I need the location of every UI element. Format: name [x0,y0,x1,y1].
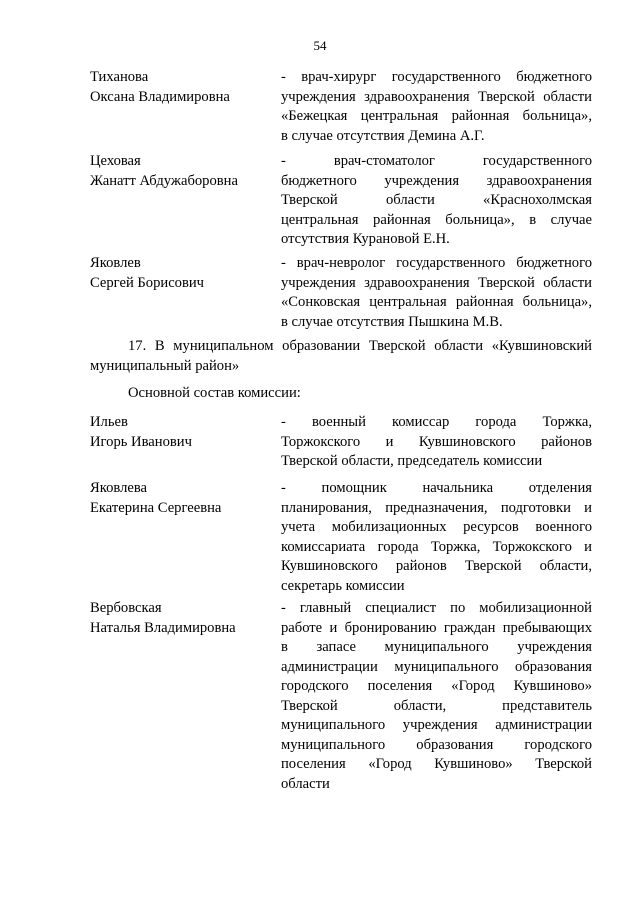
role-line: - врач-стоматолог государственного [281,153,592,169]
role-line: «Бежецкая центральная районная больница», [281,108,592,124]
role-line: комиссариата города Торжка, Торжокского и [281,538,592,555]
page-number: 54 [313,38,327,53]
member-name [90,68,270,107]
member-role [281,413,592,472]
member-surname: Цеховая [90,153,141,169]
role-line: администрации муниципального образования [281,658,592,675]
member-given-name: Наталья Владимировна [90,619,236,636]
role-line: Тверской области, представитель [281,697,592,714]
role-line: муниципального образования городского [281,736,592,753]
role-line: отсутствия Курановой Е.Н. [281,231,450,247]
member-given-name: Оксана Владимировна [90,88,230,105]
role-line: Кувшиновского районов Тверской области, [281,558,592,574]
member-given-name: Игорь Иванович [90,433,192,450]
role-line: секретарь комиссии [281,577,405,594]
role-line: работе и бронированию граждан пребывающих [281,619,592,636]
role-line: бюджетного учреждения здравоохранения [281,172,592,189]
member-surname: Яковлева [90,480,148,496]
subheading: Основной состав комиссии: [128,385,301,401]
role-line: Тверской области, председатель комиссии [281,453,543,469]
member-given-name: Жанатт Абдужаборовна [90,172,238,189]
role-line: центральная районная больница», в случае [281,211,592,228]
member-name [90,413,270,452]
member-role [281,68,592,146]
member-name [90,599,270,638]
member-role [281,152,592,250]
role-line: Торжокского и Кувшиновского районов [281,433,592,450]
role-line: - главный специалист по мобилизационной [281,600,592,616]
role-line: Тверской области «Краснохолмская [281,192,592,208]
member-surname: Вербовская [90,600,162,616]
role-line: области [281,775,330,792]
section-heading-line: 17. В муниципальном образовании Тверской области «Кувшиновский [128,338,592,354]
member-name [90,479,270,518]
role-line: в запасе муниципального учреждения [281,639,592,655]
role-line: «Сонковская центральная районная больница», [281,294,592,310]
role-line: учреждения здравоохранения Тверской области [281,88,592,105]
member-role [281,479,592,596]
role-line: учреждения здравоохранения Тверской области [281,274,592,291]
member-surname: Ильев [90,414,128,430]
role-line: в случае отсутствия Демина А.Г. [281,127,485,144]
member-surname: Яковлев [90,255,141,271]
role-line: городского поселения «Город Кувшиново» [281,678,592,694]
role-line: учета мобилизационных ресурсов военного [281,519,592,535]
member-role [281,599,592,794]
role-line: поселения «Город Кувшиново» Тверской [281,756,592,772]
member-role [281,254,592,332]
role-line: - военный комиссар города Торжка, [281,414,592,430]
role-line: в случае отсутствия Пышкина М.В. [281,313,503,330]
role-line: - помощник начальника отделения [281,480,592,496]
member-surname: Тиханова [90,69,149,85]
role-line: муниципального учреждения администрации [281,717,592,733]
member-given-name: Екатерина Сергеевна [90,499,222,516]
member-name [90,254,270,293]
role-line: - врач-хирург государственного бюджетного [281,69,592,85]
member-given-name: Сергей Борисович [90,274,205,291]
role-line: планирования, предназначения, подготовки и [281,499,592,516]
member-name [90,152,270,191]
role-line: - врач-невролог государственного бюджетного [281,255,592,271]
section-heading-line: муниципальный район» [90,357,240,374]
section-heading [90,337,592,376]
